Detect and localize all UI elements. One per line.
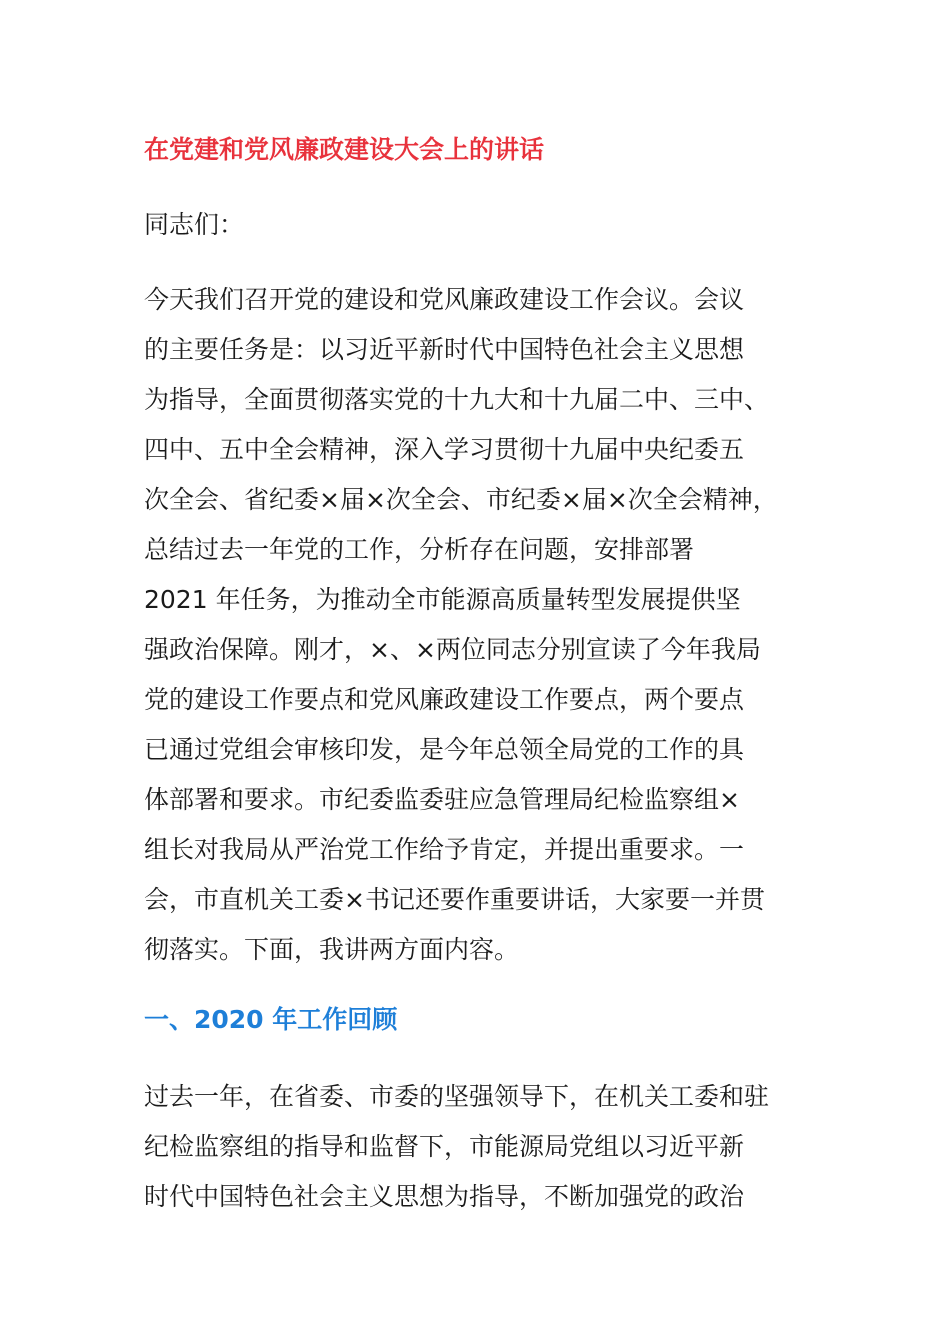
paragraph-line: 体部署和要求。市纪委监委驻应急管理局纪检监察组× <box>144 785 740 814</box>
paragraph-line: 2021 年任务，为推动全市能源高质量转型发展提供坚 <box>144 585 741 614</box>
paragraph-line: 党的建设工作要点和党风廉政建设工作要点，两个要点 <box>144 685 745 714</box>
paragraph-line: 次全会、省纪委×届×次全会、市纪委×届×次全会精神， <box>144 485 778 514</box>
paragraph-line: 过去一年，在省委、市委的坚强领导下，在机关工委和驻 <box>144 1082 770 1111</box>
paragraph-line: 已通过党组会审核印发，是今年总领全局党的工作的具 <box>144 735 745 764</box>
section-heading: 一、2020 年工作回顾 <box>144 1005 398 1034</box>
paragraph-line: 彻落实。下面，我讲两方面内容。 <box>144 935 520 964</box>
paragraph-line: 总结过去一年党的工作，分析存在问题，安排部署 <box>144 535 695 564</box>
paragraph-line: 为指导，全面贯彻落实党的十九大和十九届二中、三中、 <box>144 385 770 414</box>
paragraph-intro <box>144 275 824 975</box>
salutation: 同志们： <box>144 210 245 239</box>
paragraph-line: 组长对我局从严治党工作给予肯定，并提出重要求。一 <box>144 835 745 864</box>
paragraph-line: 强政治保障。刚才，×、×两位同志分别宣读了今年我局 <box>144 635 761 664</box>
paragraph-review <box>144 1072 824 1222</box>
paragraph-line: 时代中国特色社会主义思想为指导，不断加强党的政治 <box>144 1182 745 1211</box>
paragraph-line: 会，市直机关工委×书记还要作重要讲话，大家要一并贯 <box>144 885 765 914</box>
paragraph-line: 今天我们召开党的建设和党风廉政建设工作会议。会议 <box>144 285 745 314</box>
paragraph-line: 的主要任务是：以习近平新时代中国特色社会主义思想 <box>144 335 745 364</box>
paragraph-line: 四中、五中全会精神，深入学习贯彻十九届中央纪委五 <box>144 435 745 464</box>
paragraph-line: 纪检监察组的指导和监督下，市能源局党组以习近平新 <box>144 1132 745 1161</box>
document-title: 在党建和党风廉政建设大会上的讲话 <box>144 135 545 164</box>
